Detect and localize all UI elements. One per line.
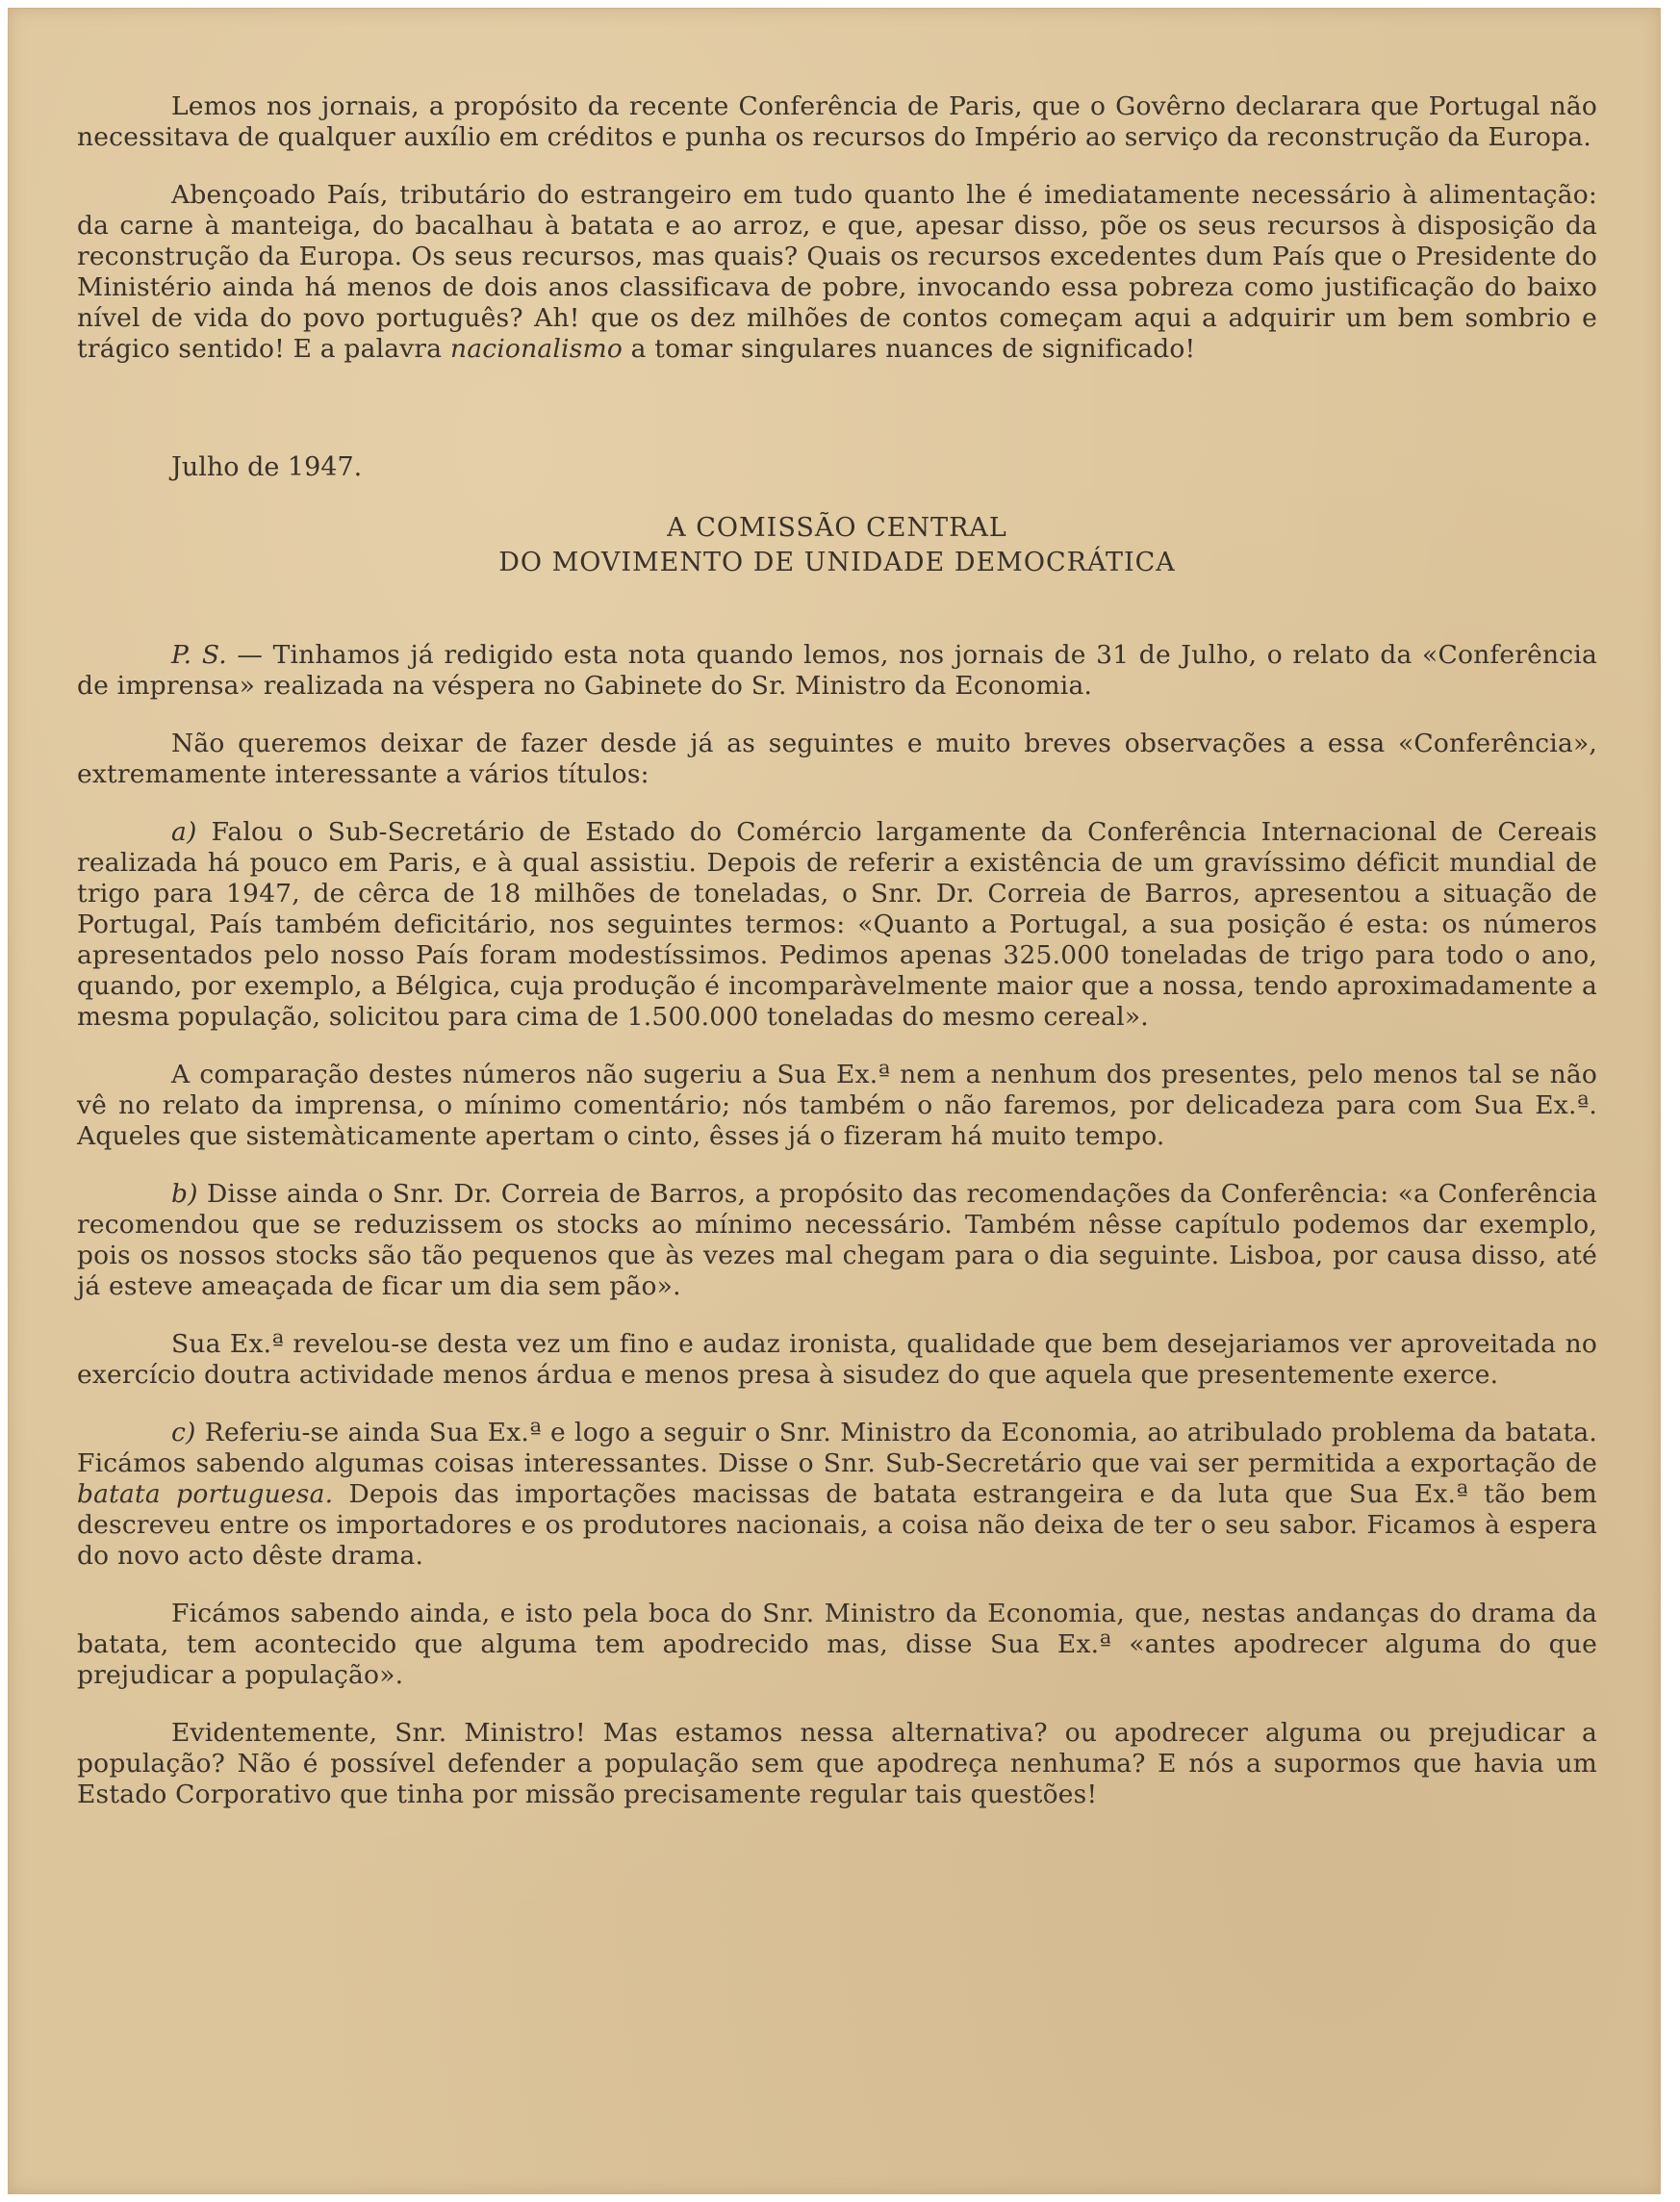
ps-text: — Tinhamos já redigido esta nota quando lemos, nos jornais de 31 de Julho, o relato da «Conferência de imprensa» realizada na véspera no Gabinete do Sr. Ministro da Economia. <box>77 640 1597 701</box>
document-body <box>77 91 1597 392</box>
item-a-label: a) <box>171 817 197 847</box>
item-b-label: b) <box>171 1179 198 1209</box>
word-nacionalismo: nacionalismo <box>449 334 623 364</box>
item-c-italic: batata portuguesa. <box>77 1479 334 1509</box>
item-a-text: Falou o Sub-Secretário de Estado do Comércio largamente da Conferência Internacional de Cereais realizada há pouco em Paris, e à qual assistiu. Depois de referir a existência de um gravíssimo déficit mundial de trigo para 1947, de cêrca de 18 milhões de toneladas, o Snr. Dr. Correia de Barros, apresentou a situação de Portugal, País também deficitário, nos seguintes termos: «Quanto a Portugal, a sua posição é esta: os números apresentados pelo nosso País foram modestíssimos. Pedimos apenas 325.000 toneladas de trigo para todo o ano, quando, por exemplo, a Bélgica, cuja produção é incomparàvelmente maior que a nossa, tendo aproximadamente a mesma população, solicitou para cima de 1.500.000 toneladas do mesmo cereal». <box>77 817 1597 1032</box>
document-date: Julho de 1947. <box>171 452 363 482</box>
paragraph-comparacao: A comparação destes números não sugeriu a Sua Ex.ª nem a nenhum dos presentes, pelo menos tal se não vê no relato da imprensa, o mínimo comentário; nós também o não faremos, por delicadeza para com Sua Ex.ª. Aqueles que sistemàticamente apertam o cinto, êsses já o fizeram há muito tempo. <box>77 1060 1597 1151</box>
paragraph-a <box>77 817 1597 1033</box>
paragraph-intro: Lemos nos jornais, a propósito da recente Conferência de Paris, que o Govêrno declarara que Portugal não necessitava de qualquer auxílio em créditos e punha os recursos do Império ao serviço da reconstrução da Europa. <box>77 91 1597 152</box>
paragraph-sua-ex: Sua Ex.ª revelou-se desta vez um fino e audaz ironista, qualidade que bem desejariamos ver aproveitada no exercício doutra actividade menos árdua e menos presa à sisudez do que aquela que presentemente exerce. <box>77 1329 1597 1390</box>
paragraph-abencoado-text: Abençoado País, tributário do estrangeiro em tudo quanto lhe é imediatamente necessário à alimentação: da carne à manteiga, do bacalhau à batata e ao arroz, e que, apesar disso, põe os seus recursos à disposição da reconstrução da Europa. Os seus recursos, mas quais? Quais os recursos excedentes dum País que o Presidente do Ministério ainda há menos de dois anos classificava de pobre, invocando essa pobreza como justificação do baixo nível de vida do povo português? Ah! que os dez milhões de contos começam aqui a adquirir um bem sombrio e trágico sentido! E a palavra <box>77 180 1597 364</box>
item-c-text-2: Depois das importações macissas de batata estrangeira e da luta que Sua Ex.ª tão bem descreveu entre os importadores e os produtores nacionais, a coisa não deixa de ter o seu sabor. Ficamos à espera do novo acto dêste drama. <box>77 1479 1597 1571</box>
postscript-body <box>77 640 1597 1837</box>
paragraph-nao-queremos: Não queremos deixar de fazer desde já as seguintes e muito breves observações a essa «Conferência», extremamente interessante a vários títulos: <box>77 729 1597 789</box>
item-c-label: c) <box>171 1418 196 1447</box>
paragraph-abencoado-end: a tomar singulares nuances de significado! <box>622 334 1196 364</box>
paragraph-b <box>77 1179 1597 1302</box>
paragraph-ficamos: Ficámos sabendo ainda, e isto pela boca do Snr. Ministro da Economia, que, nestas andanças do drama da batata, tem acontecido que alguma tem apodrecido mas, disse Sua Ex.ª «antes apodrecer alguma do que prejudicar a população». <box>77 1599 1597 1690</box>
paragraph-evidentemente: Evidentemente, Snr. Ministro! Mas estamos nessa alternativa? ou apodrecer alguma ou prejudicar a população? Não é possível defender a população sem que apodreça nenhuma? E nós a supormos que havia um Estado Corporativo que tinha por missão precisamente regular tais questões! <box>77 1718 1597 1809</box>
signature-line-2: DO MOVIMENTO DE UNIDADE DEMOCRÁTICA <box>498 548 1176 577</box>
ps-label: P. S. <box>171 640 227 670</box>
paragraph-abencoado <box>77 180 1597 365</box>
paragraph-c <box>77 1418 1597 1572</box>
item-b-text: Disse ainda o Snr. Dr. Correia de Barros, a propósito das recomendações da Conferência: «a Conferência recomendou que se reduzissem os stocks ao mínimo necessário. Também nêsse capítulo podemos dar exemplo, pois os nossos stocks são tão pequenos que às vezes mal chegam para o dia seguinte. Lisboa, por causa disso, até já esteve ameaçada de ficar um dia sem pão». <box>77 1179 1597 1301</box>
paragraph-ps <box>77 640 1597 702</box>
signature-line-1: A COMISSÃO CENTRAL <box>667 513 1007 543</box>
item-c-text-1: Referiu-se ainda Sua Ex.ª e logo a seguir o Snr. Ministro da Economia, ao atribulado problema da batata. Ficámos sabendo algumas coisas interessantes. Disse o Snr. Sub-Secretário que vai ser permitida a exportação de <box>77 1418 1597 1478</box>
